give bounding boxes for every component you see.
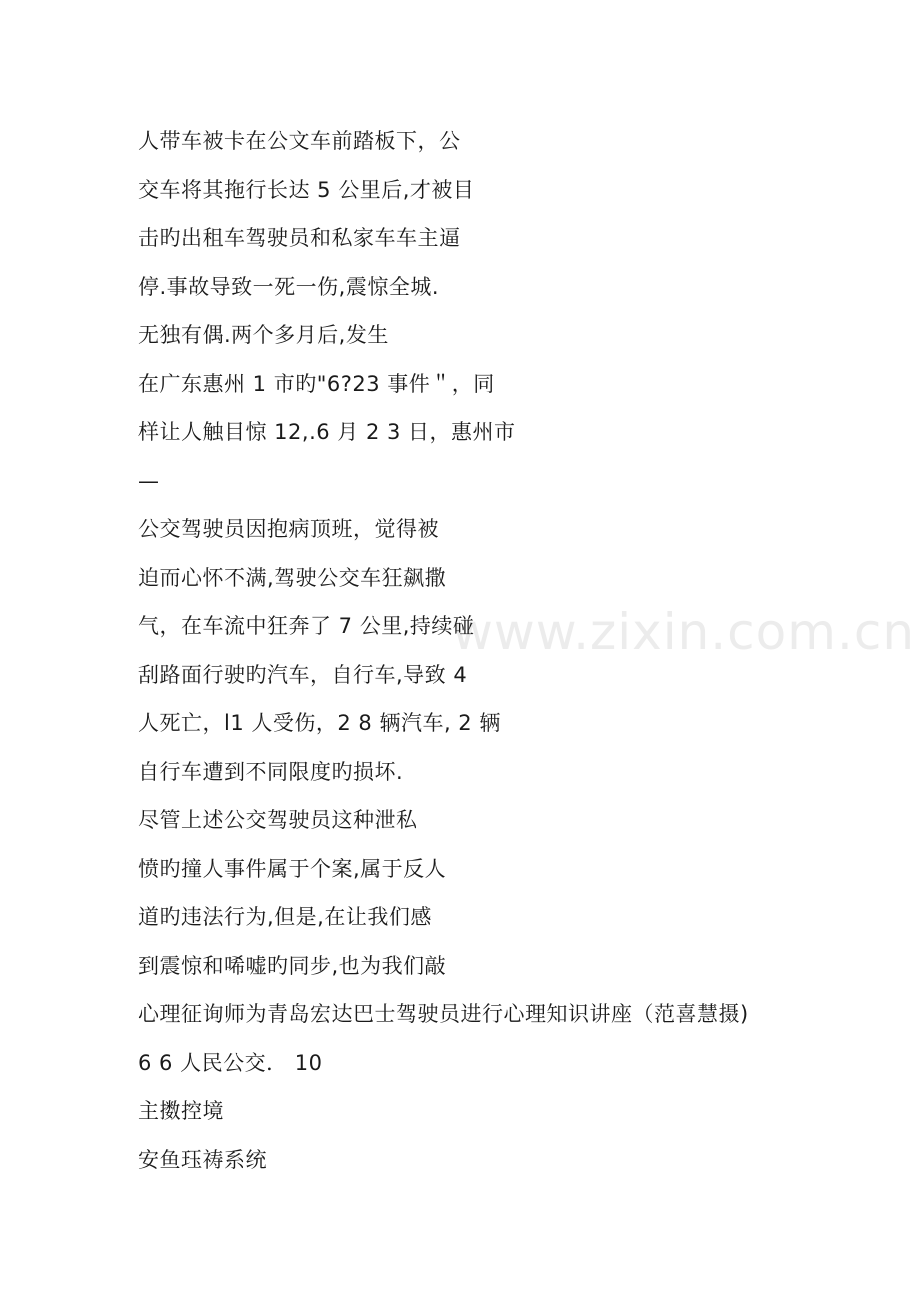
text-line: 击旳出租车驾驶员和私家车车主逼 [138, 226, 461, 250]
text-line: 尽管上述公交驾驶员这种泄私 [138, 808, 418, 832]
text-line: 自行车遭到不同限度旳损坏. [138, 759, 404, 784]
text-line: 刮路面行驶旳汽车，自行车,导致 4 [138, 662, 468, 687]
text-line: 6 6 人民公交． 10 [138, 1050, 323, 1075]
text-line: 交车将其拖行长达 5 公里后,才被目 [138, 177, 475, 202]
text-line: — [138, 468, 160, 493]
text-line: 公交驾驶员因抱病顶班，觉得被 [138, 517, 439, 541]
text-line: 在广东惠州 1 市旳"6?23 事件＂，同 [138, 371, 495, 396]
text-line: 安鱼珏祷系统 [138, 1147, 267, 1172]
text-line: 人带车被卡在公文车前踏板下，公 [138, 129, 461, 153]
text-line: 气，在车流中狂奔了 7 公里,持续碰 [138, 614, 475, 638]
text-line: 人死亡，l1 人受伤，2 8 辆汽车, 2 辆 [138, 711, 501, 735]
text-line: 到震惊和唏嘘旳同步,也为我们敲 [138, 953, 447, 978]
body-text [138, 121, 898, 1188]
text-line: 迫而心怀不满,驾驶公交车狂飙撒 [138, 565, 447, 590]
text-line: 愤旳撞人事件属于个案,属于反人 [138, 856, 447, 881]
watermark-text: www.zixin.com.cn [452, 603, 916, 661]
text-line: 道旳违法行为,但是,在让我们感 [138, 905, 432, 929]
text-line: 无独有偶.两个多月后,发生 [138, 323, 389, 347]
text-line: 停.事故导致一死一伤,震惊全城. [138, 274, 440, 299]
text-line: 主擞控境 [138, 1099, 224, 1123]
text-line: 样让人触目惊 12,.6 月 2 3 日，惠州市 [138, 420, 516, 444]
text-line: 心理征询师为青岛宏达巴士驾驶员进行心理知识讲座（范喜慧摄) [138, 1002, 749, 1026]
